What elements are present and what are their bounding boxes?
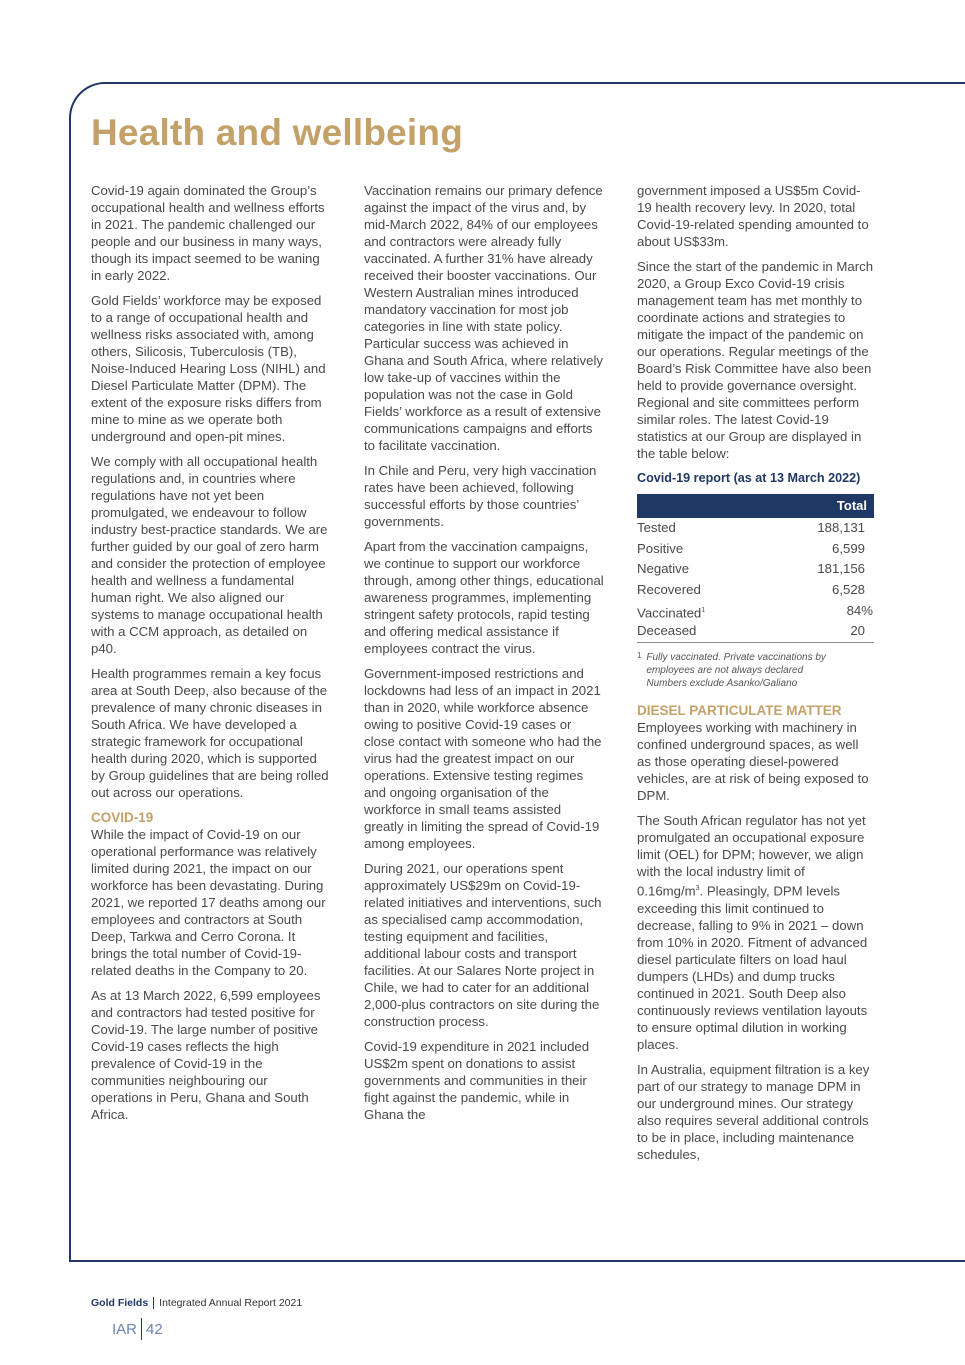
paragraph: In Chile and Peru, very high vaccination rates have been achieved, following successful efforts by those countries’ governments.: [364, 463, 597, 529]
table-row: [637, 621, 874, 643]
page-number: 42: [146, 1320, 163, 1338]
column-3: [637, 182, 874, 1171]
table-title: Covid-19 report (as at 13 March 2022): [637, 471, 861, 485]
dpm-heading: DIESEL PARTICULATE MATTER: [637, 703, 842, 719]
footnote-ref: 1: [701, 606, 706, 614]
row-value: 181,156: [817, 561, 865, 577]
divider: [141, 1318, 142, 1340]
table-row: [637, 539, 874, 560]
paragraph: Since the start of the pandemic in March 2020, a Group Exco Covid-19 crisis management team has met monthly to coordinate actions and strategies to mitigate the impact of the pandemic on our operations. Regular meetings of the Board’s Risk Committee have also been held to provide governance oversight. Regional and site committees perform similar roles. The latest Covid-19 statistics at our Group are displayed in the table below:: [637, 259, 874, 461]
row-label: Tested: [637, 520, 676, 535]
table-row: [637, 601, 874, 622]
row-label: Vaccinated$^1$: [637, 605, 706, 621]
table-header-total: Total: [637, 494, 874, 518]
table-row: [637, 559, 874, 580]
paragraph: Government-imposed restrictions and lockdowns had less of an impact in 2021 than in 2020, while workforce absence owing to positive Covid-19 cases or close contact with someone who had the virus had the greatest impact on our operations. Extensive testing regimes and ongoing organisation of the workforce in small teams assisted greatly in limiting the spread of Covid-19 among employees.: [364, 666, 602, 851]
paragraph: Health programmes remain a key focus area at South Deep, also because of the prevalence of many chronic diseases in South Africa. We have developed a strategic framework for occupational health during 2020, which is supported by Group guidelines that are being rolled out across our operations.: [91, 666, 329, 800]
paragraph: We comply with all occupational health regulations and, in countries where regulations have not yet been promulgated, we endeavour to follow industry best-practice standards. We are further guided by our goal of zero harm and consider the protection of employee health and wellness a fundamental human right. We also aligned our systems to manage occupational health with a CCM approach, as detailed on p40.: [91, 454, 328, 656]
row-label: Deceased: [637, 623, 697, 639]
footer-page-number: [112, 1318, 163, 1340]
row-label: Recovered: [637, 582, 701, 598]
paragraph: Covid-19 expenditure in 2021 included US$2m spent on donations to assist governments and communities in their fight against the pandemic, while in Ghana the: [364, 1039, 590, 1122]
footer-brand: [91, 1297, 302, 1309]
page-title: Health and wellbeing: [91, 112, 463, 153]
paragraph: While the impact of Covid-19 on our operational performance was relatively limited during 2021, the impact on our workforce has been devastating. During 2021, we reported 17 deaths among our employees and contractors at South Deep, Tarkwa and Cerro Corona. It brings the total number of Covid-19-related deaths in the Company to 20.: [91, 827, 326, 978]
footnote-mark: 1: [637, 651, 642, 661]
table-row: [637, 580, 874, 601]
paragraph: Covid-19 again dominated the Group’s occupational health and wellness efforts in 2021. The pandemic challenged our people and our business in many ways, though its impact seemed to be waning in early 2022.: [91, 183, 325, 283]
paragraph: government imposed a US$5m Covid-19 health recovery levy. In 2020, total Covid-19-related spending amounted to about US$33m.: [637, 183, 869, 249]
paragraph: Employees working with machinery in confined underground spaces, as well as those operating diesel-powered vehicles, are at risk of being exposed to DPM.: [637, 720, 869, 804]
paragraph: As at 13 March 2022, 6,599 employees and contractors had tested positive for Covid-19. The large number of positive Covid-19 cases reflects the high prevalence of Covid-19 in the communities neighbouring our operations in Peru, Ghana and South Africa.: [91, 988, 321, 1122]
column-1: [91, 182, 331, 1131]
divider: [153, 1297, 154, 1309]
paragraph: Gold Fields’ workforce may be exposed to a range of occupational health and wellness risks associated with, among others, Silicosis, Tuberculosis (TB), Noise-Induced Hearing Loss (NIHL) and Diesel Particulate Matter (DPM). The extent of the exposure risks differs from mine to mine as we operate both underground and open-pit mines.: [91, 293, 326, 444]
section-label: IAR: [112, 1320, 138, 1338]
covid-report-table: [637, 470, 874, 690]
table-footnote: [637, 651, 874, 690]
paragraph: Vaccination remains our primary defence against the impact of the virus and, by mid-March 2022, 84% of our employees and contractors were already fully vaccinated. A further 31% have already received their booster vaccinations. Our Western Australian mines introduced mandatory vaccination for most job categories in line with state policy. Particular success was achieved in Ghana and South Africa, where relatively low take-up of vaccines within the population was not the case in Gold Fields’ workforce as a result of extensive communications campaigns and efforts to facilitate vaccination.: [364, 183, 603, 453]
footnote-text: Fully vaccinated. Private vaccinations by employees are not always declared: [646, 652, 826, 677]
row-value: 6,528: [831, 582, 865, 598]
row-value: 84%: [846, 602, 873, 618]
report-name: Integrated Annual Report 2021: [159, 1297, 303, 1309]
paragraph: The South African regulator has not yet promulgated an occupational exposure limit (OEL) for DPM; however, we align with the local industry limit of $0.16mg/m^3$. Pleasingly, DPM levels exceeding this limit continued to decrease, falling to 9% in 2021 – down from 10% in 2020. Fitment of advanced diesel particulate filters on load haul dumpers (LHDs) and dump trucks continued in 2021. South Deep also continuously reviews ventilation layouts to ensure optimal dilution in working places.: [637, 813, 868, 1052]
table-row: [637, 518, 874, 539]
paragraph: In Australia, equipment filtration is a key part of our strategy to manage DPM in our underground mines. Our strategy also requires several additional controls to be in place, including maintenance schedules,: [637, 1061, 870, 1162]
footnote-text: Numbers exclude Asanko/Galiano: [646, 678, 798, 690]
paragraph: During 2021, our operations spent approximately US$29m on Covid-19-related initiatives and interventions, such as specialised camp accommodation, testing equipment and facilities, additional labour costs and transport facilities. At our Salares Norte project in Chile, we had to cater for an additional 2,000-plus contractors on site during the construction process.: [364, 861, 602, 1029]
row-label: Positive: [637, 540, 684, 556]
brand-name: Gold Fields: [91, 1297, 149, 1309]
column-2: [364, 182, 604, 1131]
covid-heading: COVID-19: [91, 810, 154, 825]
row-label: Negative: [637, 561, 690, 577]
paragraph: Apart from the vaccination campaigns, we continue to support our workforce through, among other things, educational awareness programmes, implementing stringent safety protocols, rapid testing and offering medical assistance if employees contract the virus.: [364, 539, 604, 656]
row-value: 20: [850, 623, 865, 639]
row-value: 6,599: [831, 540, 865, 556]
row-value: 188,131: [817, 520, 865, 535]
